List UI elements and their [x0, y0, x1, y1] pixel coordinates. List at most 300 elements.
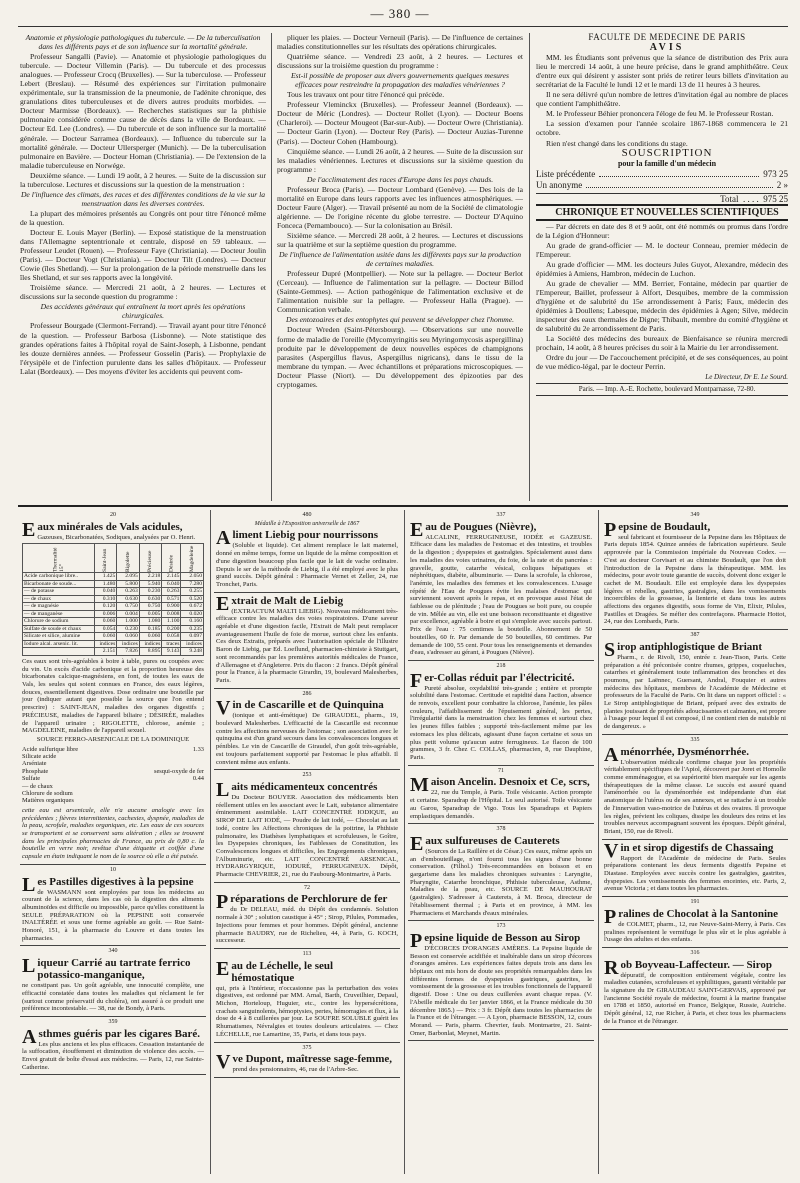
table-row — [23, 573, 204, 581]
director-signature: Le Directeur, Dr E. Le Sourd. — [705, 372, 788, 381]
table-header: Précieuse — [139, 544, 162, 573]
advertisement-rule — [18, 505, 788, 507]
ad-body: ne constipant pas. Un goût agréable, une innocuité complète, une efficacité constatée dans toutes les maladies qui réclament le fer (surtout comme préservatif du choléra), ont assuré à ce produit une préférence incontestable. — 38, rue de Bondy, à Paris. — [22, 982, 204, 1013]
ad-title-text: sthmes guéris par les cigares Baré. — [38, 1027, 200, 1040]
table-row — [23, 618, 204, 626]
table-cell: 0.750 — [139, 603, 162, 611]
table-cell: 0.230 — [139, 588, 162, 596]
ad-title-initial: L — [22, 955, 36, 978]
ad-number: 359 — [108, 1018, 118, 1025]
table-cell: 0.185 — [139, 625, 162, 633]
table-cell: — de chaux — [23, 595, 95, 603]
paragraph: Professeur Broca (Paris). — Docteur Lombard (Genève). — Des lois de la mortalité en Europe dans leurs rapports avec les influences atmosphériques. — Docteur Faure (Alger). — Travail présenté au nom de la Société de climatologie algérienne. — De l'origine récente du globe terrestre. — Docteur D'Aquino Fonceca (Pernambouco). — Sur la colonisation au Brésil. — [277, 184, 523, 230]
souscription-row — [536, 169, 788, 180]
paragraph: Sixième séance. — Mercredi 28 août, à 2 heures. — Lectures et discussions sur la quatrième et sur la septième question du programme. — [277, 230, 523, 250]
advertisement — [20, 946, 206, 1017]
table-cell: Acide carbonique libre.. — [23, 573, 95, 581]
chronique-body — [536, 222, 788, 372]
ad-number: 340 — [108, 948, 118, 955]
ad-title-initial: S — [604, 638, 616, 661]
table-cell: 0.060 — [117, 633, 140, 641]
ad-title-initial: A — [22, 1025, 37, 1048]
ad-number: 335 — [690, 736, 700, 743]
table-cell: 1.100 — [162, 618, 181, 626]
table-cell: indices — [94, 640, 117, 648]
ad-number: 349 — [690, 512, 700, 518]
ad-subheading: SOURCE FERRO-ARSENICALE DE LA DOMINIQUE — [36, 735, 190, 743]
avis-body — [536, 53, 788, 147]
table-cell: Bicarbonate de soude... — [23, 580, 95, 588]
section-question: De l'influence des climats, des races et des différentes conditions de la vie sur la menstruation dans les diverses contrées. — [20, 189, 266, 208]
ad-title — [410, 518, 592, 541]
ad-body: D'ÉCORCES D'ORANGES AMÈRES. La Pepsine liquide de Besson est conservée acidifiée et inaltérable dans un sirop d'écorces d'oranges amères. Les expériences faites depuis trois ans dans les hôpitaux ont mis hors de doute ses propriétés remarquables dans les différentes formes de dyspepsies gastriques, gastrites, le vomissement de la grossesse et les troubles fonctionnels de l'appareil digestif. Dose : Une ou deux cuillerées avant chaque repas. (V. l'Abeille médicale du 1er janvier 1866, et la France médicale du 30 décembre 1865.) — Prix : 3 fr. Dépôt dans toutes les pharmacies de la France et de l'étranger. — A Lyon, pharmacie BESSON, 12, cours Morand. — Paris, pharm. Chevrier, faub. Montmartre, 21. Saint-Omer, Barbonlat, Meynet, Martin. — [410, 944, 592, 1037]
composition-name: Arséniate — [22, 760, 47, 768]
ad-number: 316 — [690, 949, 700, 956]
section-question: Des entozoaires et des entophytes qui peuvent se développer chez l'homme. — [285, 315, 515, 325]
water-analysis-table — [22, 543, 204, 656]
ad-title-initial: R — [604, 956, 619, 979]
table-cell: 0.020 — [181, 610, 204, 618]
table-row — [23, 610, 204, 618]
composition-row — [22, 797, 204, 804]
table-cell: 0.006 — [94, 610, 117, 618]
composition-row — [22, 790, 204, 797]
avis-paragraph: La session d'examen pour l'année scolaire 1867-1868 commencera le 21 octobre. — [536, 119, 788, 138]
ad-body: dépuratif, de composition entièrement végétale, contre les maladies cutanées, scrofuleuses et syphilitiques, garanti véritable par la signature du Dr GIRAUDEAU SAINT-GERVAIS, approuvé par l'ancienne Société royale de médecine, fourni à la marine française en 1788 et 1850, autorisé en France, Belgique, Russie, Autriche. Dépôt général, 12, rue Richer, à Paris, et chez tous les pharmaciens de la France et de l'étranger. — [604, 971, 786, 1025]
table-row — [23, 625, 204, 633]
ads-divider — [210, 510, 211, 1174]
table-cell: 1.425 — [94, 573, 117, 581]
souscription-value: 2 » — [776, 179, 788, 190]
table-cell: 0.630 — [117, 595, 140, 603]
ad-title-text: liment Liebig pour nourrissons — [232, 529, 379, 542]
table-cell: 1.480 — [94, 580, 117, 588]
table-cell: Chlorure de sodium — [23, 618, 95, 626]
table-cell: 0.520 — [181, 595, 204, 603]
table-cell: 9.143 — [162, 648, 181, 656]
ad-body: de COLMET, pharm., 12, rue Neuve-Saint-Merry, à Paris. Ces pralines représentent le vermifuge le plus sûr et le plus agréable à l'usage des adultes et des enfants. — [604, 920, 786, 944]
ad-title — [22, 957, 204, 981]
ad-title-text: xtrait de Malt de Liebig — [231, 594, 344, 607]
ad-title-text: epsine de Boudault, — [618, 520, 711, 533]
table-cell: indices — [181, 640, 204, 648]
paragraph: Quatrième séance. — Vendredi 23 août, à 2 heures. — Lectures et discussions sur la troisième question du programme : — [277, 52, 523, 71]
ad-number: 253 — [302, 772, 312, 779]
chronique-title: CHRONIQUE ET NOUVELLES SCIENTIFIQUES — [536, 204, 788, 221]
section-question: Anatomie et physiologie pathologiques du tubercule. — De la tuberculisation dans les différents pays et de son influence sur la mortalité générale. — [25, 33, 261, 52]
advertisement — [602, 840, 788, 898]
chronique-paragraph: La Société des médecins des bureaux de Bienfaisance se réunira mercredi prochain, 14 août, à 8 heures précises du soir à la Mairie du 1er arrondissement. — [536, 334, 788, 353]
ad-title-initial: V — [604, 839, 619, 862]
table-row — [23, 580, 204, 588]
ad-body: 22, rue du Temple, à Paris. Toile vésicante. Action prompte et certaine. Sparadrap de l'Hôpital. Le seul autorisé. Toile vésicante au Garou, Sparadrap de Vigo. Tous les Sparadraps et Papiers emplastiques demandés. — [410, 789, 592, 820]
paragraph: Tous les travaux ont pour titre l'énoncé qui précède. — [287, 90, 445, 100]
table-cell: Iodure alcal. arsenic. lit. — [23, 640, 95, 648]
table-cell — [23, 648, 95, 656]
table-header: Rigolette — [117, 544, 140, 573]
table-cell: 0.750 — [117, 603, 140, 611]
ad-title-initial: E — [216, 957, 230, 980]
ad-body: (tonique et anti-émétique) De GIRAUDEL, pharm., 19, boulevard Malesherbes. L'efficacité de la Cascarille est reconnue contre les affections nerveuses de l'estomac ; son association avec le quinquina est d'un grand secours dans les convalescences longues et pénibles. Le vin de Cascarille de Giraudel, d'un goût très-agréable, est toujours parfaitement supporté par l'estomac le plus affaibli. Il convient même aux enfants. — [216, 712, 398, 766]
ad-title-text: es Pastilles digestives à la pepsine — [37, 875, 194, 888]
advertisement — [20, 1017, 206, 1076]
faculty-title: FACULTÉ DE MÉDECINE DE PARIS — [588, 33, 746, 42]
composition-row — [22, 746, 204, 753]
table-cell: 0.097 — [181, 633, 204, 641]
ad-body: du Dr DELEAU, méd. du Dépôt des condamnés. Solution normale à 30° ; solution caustique à 45° ; Sirop, Pilules, Pommades, Injections pour femmes et pour hommes. Dépôt général, ancienne pharmacie BAUDRY, rue de Richelieu, 44, à Paris, G. KOCH, successeur. — [216, 906, 398, 945]
avis-paragraph: Rien n'est changé dans les conditions du stage. — [546, 138, 688, 148]
ad-title-initial: V — [216, 1051, 231, 1074]
table-cell: indices — [139, 640, 162, 648]
souscription-row — [536, 180, 788, 191]
table-header: Thermalité 15° — [23, 544, 95, 573]
ad-title-initial: E — [410, 832, 424, 855]
ad-body: seul fabricant et fournisseur de la Pepsine dans les Hôpitaux de Paris depuis 1854. Quinze années de fabrication supérieure. Seule approuvée par la Commission impériale du Nouveau Codex. — C'est au docteur Corvisart et au chimiste Boudault, que l'on doit l'introduction de la Pepsine dans la thérapeutique. MM. les médecins, pour avoir toute garantie de succès, doivent donc exiger le cachet de M. Boudault. Elle est employée dans les dyspepsies légères et rebelles, gastrites, gastralgies, dans les vomissements incoercibles de la grossesse, la lienterie et dans tous les autres affections des organes digestifs, sous forme de Vin, Elixir, Pilules, Pastilles et Dragées. Se méfier des contrefaçons. Pharmacie Hottot, 24, rue des Lombards, Paris. — [604, 533, 786, 626]
ad-title — [216, 957, 398, 984]
ad-number: 72 — [304, 884, 310, 891]
ad-body: Rapport de l'Académie de médecine de Paris. Seules préparations contenant les deux ferments digestifs Pepsine et Diastase. Employées avec succès contre les gastralgies, gastrites, dyspepsies. Les vomissements des femmes enceintes, etc. Paris, 2, avenue Victoria ; et dans toutes les pharmacies. — [604, 854, 786, 893]
ad-title — [410, 929, 592, 952]
ad-title-text: in et sirop digestifs de Chassaing — [620, 841, 774, 854]
ad-title-text: aits médicamenteux concentrés — [231, 780, 378, 793]
chronique-paragraph: Au grade d'officier — MM. les docteurs Jules Guyot, Alexandre, médecin des épidémies à Amiens, Hambron, médecin de Luchon. — [536, 259, 788, 278]
table-cell: 0.900 — [162, 603, 181, 611]
composition-name: — de chaux — [22, 782, 53, 790]
article-column-right — [536, 33, 788, 501]
ad-title-initial: A — [604, 743, 619, 766]
ad-title-initial: M — [410, 774, 429, 797]
ad-body: Ces eaux sont très-agréables à boire à table, pures ou coupées avec du vin. Un excès d'acide carbonique et la proportion heureuse des bicarbonates calcique-magnésiens, en font, de toutes les eaux de Vals, les seules qui soient connues en France, des eaux légères, douces, essentiellement digestives. Dose ordinaire une bouteille par jour (indiquer autant que possible la source que l'on entend prescrire) : SAINT-JEAN, maladies des organes digestifs ; PRÉCIEUSE, maladies de l'appareil biliaire ; DÉSIRÉE, maladies de l'appareil urinaire ; RIGOLETTE, chlorose, anémie ; MAGDELEINE, maladies de l'appareil sexuel. — [22, 657, 204, 735]
table-cell: 9.248 — [181, 648, 204, 656]
ad-title — [22, 873, 204, 896]
advertisement — [408, 510, 594, 661]
table-cell: 8.895 — [139, 648, 162, 656]
table-cell: 0.040 — [94, 588, 117, 596]
composition-name: Silicate acide — [22, 753, 57, 761]
advertisement — [20, 510, 206, 865]
composition-value: 1.33 — [192, 745, 204, 753]
ad-title-initial: E — [410, 518, 424, 541]
ad-number: 10 — [110, 866, 116, 873]
souscription-list — [536, 169, 788, 191]
paragraph: Docteur E. Louis Mayer (Berlin). — Exposé statistique de la menstruation dans l'Allemagne septentrionale et centrale, disposé en 59 tableaux. — Professeur Leudet (Rouen). — Professeur Faye (Christiania). — Docteur Joulin (Paris). — Docteur Vogt (Christiania). — Docteur Tilt (Londres). — Docteur Cowie (îles Shetland). — Sur la prolongation de la période menstruelle dans les îles Shetland, et sur ses rapports avec la longévité. — [20, 227, 266, 283]
ad-body: L'observation médicale confirme chaque jour les propriétés véritablement spécifiques de l'Apiol, découvert par Joret et Homolle comme emménagogue, et sa supériorité bien marquée sur les agents thérapeutiques de la même classe. Le succès est assuré quand l'aménorrhée ou la dysménorrhée est indépendante d'un état anatomique de l'utérus ou de ses annexes, et se rattache à un trouble de l'innervation vaso-motrice de l'utérus et des ovaires. Il provoque les règles, prévient les coliques, dissipe les douleurs des reins et les troubles nerveux accompagnant souvent les époques. Dépôt général, Briant, 150, rue de Rivoli. — [604, 758, 786, 835]
table-cell: 0.263 — [162, 588, 181, 596]
paragraph: Professeur Sangalli (Pavie). — Anatomie et physiologie pathologiques du tubercule. — Docteur Villemin (Paris). — Du tubercule et des processus analogues. — Professeur Crocq (Bruxelles). — Sur la tuberculose. — Professeur Lebert (Breslau). — Résumé des expériences sur l'irritation pulmonaire expérimentale, sur la transmission de la pneumonie, de l'adénite chronique, des granulations dites tuberculeuses et de divers autres produits morbides. — Docteur Marmisse (Bordeaux). — Recherches statistiques sur la phthisie pulmonaire considérée comme cause de décès dans la ville de Bordeaux. — Docteur Ed. Lee (Londres). — Du tubercule et de son influence sur la mortalité générale. — Docteur Sarramea (Bordeaux). — Influence du tubercule sur la mortalité générale. — Docteur Ullersperger (Munich). — De la tuberculisation pulmonaire en Bavière. — Docteur Homan (Christiania). — De l'extension de la maladie tuberculeuse en Norwége. — [20, 52, 266, 170]
composition-row — [22, 768, 204, 775]
ad-title — [604, 956, 786, 979]
table-cell: 0.255 — [181, 588, 204, 596]
composition-name: Acide sulfurique libre — [22, 745, 79, 753]
table-cell: 1.000 — [117, 618, 140, 626]
ad-title — [410, 832, 592, 855]
ad-kicker: Médaille à l'Exposition universelle de 1867 — [254, 520, 360, 527]
avis-heading: AVIS — [649, 42, 685, 54]
souscription-label: Un anonyme — [536, 179, 583, 190]
table-cell: indices — [117, 640, 140, 648]
section-question: Est-il possible de proposer aux divers gouvernements quelques mesures efficaces pour restreindre la propagation des maladies vénériennes ? — [291, 71, 509, 90]
ad-title-initial: P — [604, 905, 617, 928]
table-row — [23, 595, 204, 603]
souscription-value: 973 25 — [763, 168, 788, 179]
advertisement — [20, 865, 206, 947]
paragraph: Cinquième séance. — Lundi 26 août, à 2 heures. — Suite de la discussion sur les maladies vénériennes. Lectures et discussions sur la sixième question du programme : — [277, 146, 523, 174]
ad-title — [410, 669, 592, 692]
paragraph: Professeur Dupré (Montpellier). — Note sur la pellagre. — Docteur Berlot (Cerceau). — Influence de l'alimentation sur la pellagre. — Docteur Billod (Sainte-Gemmes). — Action pathogénique de l'alimentation exclusive et de l'alimentation nuisible sur la pellagre. — Professeur Halla (Prague). — Communication verbale. — [277, 269, 523, 315]
ad-body: prend des pensionnaires, 46, rue de l'Arbre-Sec. — [232, 1066, 359, 1074]
table-cell: 0.054 — [94, 625, 117, 633]
paragraph: Troisième séance. — Mercredi 21 août, à 2 heures. — Lectures et discussions sur la seconde question du programme : — [20, 283, 266, 302]
composition-name: Sulfate — [22, 775, 41, 783]
ad-number: 71 — [498, 767, 504, 774]
section-question: De l'acclimatement des races d'Europe dans les pays chauds. — [306, 174, 494, 184]
ad-body: Les plus anciens et les plus efficaces. Cessation instantanée de la suffocation, étouffement et diminution de violence des accès. — Envoi gratuit de boîte d'essai aux médecins. — Paris, 12, rue Sainte-Catherine. — [22, 1040, 204, 1071]
table-cell: 2.095 — [117, 573, 140, 581]
table-cell: 0.160 — [181, 618, 204, 626]
table-cell: 6.040 — [162, 580, 181, 588]
paragraph: Docteur Wreden (Saint-Pétersbourg). — Observations sur une nouvelle forme de maladie de l'oreille (Mycomyringitis seu Myringomycosis aspergillina) produite par le développement de deux nouvelles espèces de champignons parasites (Aspergillus flavus, Aspergillus nigricans), dans le tissu de la membrane du tympan. — Avec échantillons et préparations microscopiques. — Docteur Plasse (Niort). — Du développement des épizooties par des cryptogames. — [277, 325, 523, 389]
chronique-paragraph: — Par décrets en date des 8 et 9 août, ont été nommés ou promus dans l'ordre de la Légion d'Honneur: — [536, 221, 788, 240]
ad-number: 387 — [690, 632, 700, 639]
table-cell: 5.940 — [139, 580, 162, 588]
avis-paragraph: MM. les Étudiants sont prévenus que la séance de distribution des Prix aura lieu le mercredi 14 août, à une heure précise, dans le grand amphithéâtre. Ceux d'entre eux qui désirent y assister sont priés de retirer leurs billets d'invitation au secrétariat de la Faculté le lundi 12 et le mardi 13 de 11 heures à 3 heures. — [536, 53, 788, 90]
ad-subtitle: Gazeuses, Bicarbonatées, Sodiques, analysées par O. Henri. — [37, 533, 196, 541]
advertisement — [602, 630, 788, 735]
table-cell: Sulfate de soude et chaux — [23, 625, 95, 633]
dot-leader — [599, 169, 759, 177]
composition-name: Matières organiques — [22, 797, 74, 805]
total-value: 975 25 — [763, 193, 788, 204]
ad-body: (Sources de La Raillère et de César.) Ces eaux, même après un an d'embouteillage, n'ont fourni tous les signes d'une bonne conservation. (Filhol.) Très-recommandées en boisson et en gargarisme dans les maladies chroniques suivantes : Laryngite, Pharyngite, Catarrhe bronchique, Phthisie tuberculeuse, Asthme, Maladies de la peau, etc. SOURCE DE MAUHOURAT (gastralgies). S'adresser à Cauterets, à M. Broca, directeur de l'établissement thermal ; à Paris et en province, à MM. les Pharmaciens et Marchands d'eaux minérales. — [410, 847, 592, 917]
table-cell: — de potasse — [23, 588, 95, 596]
table-cell: 0.058 — [162, 633, 181, 641]
table-cell: 0.230 — [117, 625, 140, 633]
ad-number: 20 — [110, 512, 116, 518]
chronique-paragraph: Au grade de chevalier — MM. Berrier, Fontaine, médecin par quartier de l'Empereur, Baillet, professeur à Alfort, Desquibes, membre de la commission d'hygiène et de salubrité du 15e arrondissement à Paris; Faux, médecin des épidémies à Doullens; Labesque, médecin des épidémies à Agen; Silve, médecin inspecteur des eaux thermales de Digne; Thibault, membre du comité d'hygiène et de salubrité du 2e arrondissement de Paris. — [536, 279, 788, 334]
table-row — [23, 633, 204, 641]
ad-body: Pureté absolue, oxydabilité très-grande ; entière et prompte solubilité dans l'estomac. Certitude et rapidité dans l'action, absence de renvois, excellent pour combattre la chlorose, l'anémie, les pâles couleurs, l'affaiblissement de l'épuisement général, les pertes, l'irrégularité dans la menstruation chez les femmes et surtout chez les jeunes filles faibles ; supporté très-facilement même par les estomacs les plus délicats, agissant d'une façon certaine et sous un plus petit volume qu'aucun autre ferrugineux. Le flacon de 100 grammes, 3 fr. Chez C. COLLAS, pharmacien, 8, rue Dauphine, Paris. — [410, 684, 592, 761]
composition-row — [22, 760, 204, 767]
table-row — [23, 640, 204, 648]
page-number: — 380 — — [370, 6, 430, 21]
ad-number: 375 — [302, 1044, 312, 1051]
paragraph: Professeur Bourgade (Clermont-Ferrand). — Travail ayant pour titre l'énoncé de la question. — Professeur Barbosa (Lisbonne). — Note statistique des grandes opérations faites à l'hôpital royal de Saint-Joseph, à Lisbonne, pendant les douze dernières années. — Professeur Gosselin (Paris). — Prophylaxie de l'érysipèle et de l'infection purulente dans les salles d'hôpitaux. — Professeur Lalat (Bordeaux). — Des moyens d'éviter les accidents qui peuvent com- — [20, 321, 266, 376]
advertisement — [214, 593, 400, 689]
chronique-paragraph: Ordre du jour — De l'accouchement précipité, et de ses conséquences, au point de vue médico-légal, par le docteur Perrin. — [536, 353, 788, 372]
article-column-middle — [277, 33, 523, 501]
paragraph: Professeur Vleminckx (Bruxelles). — Professeur Jeannel (Bordeaux). — Docteur de Méric (Londres). — Docteur Rollet (Lyon). — Docteur Boens (Charleroi). — Docteur Mougeot (Bar-sur-Aub). — Docteur Owre (Christiania). — Docteur Garin (Lyon). — Docteur Rey (Paris). — Docteur Auzias-Turenne (Paris). — Docteur Cohen (Hambourg). — [277, 100, 523, 146]
ad-title-initial: A — [216, 527, 231, 550]
ad-title — [604, 518, 786, 541]
table-cell: 7.280 — [181, 580, 204, 588]
chronique-paragraph: Au grade de grand-officier — M. le docteur Conneau, premier médecin de l'Empereur. — [536, 240, 788, 259]
table-cell: 0.060 — [94, 633, 117, 641]
composition-row — [22, 783, 204, 790]
paragraph: La plupart des mémoires présentés au Congrès ont pour titre l'énoncé même de la question. — [20, 208, 266, 227]
ad-title-initial: L — [22, 873, 36, 896]
column-divider — [271, 33, 272, 501]
table-cell: traces — [162, 640, 181, 648]
table-row — [23, 648, 204, 656]
ad-body: Pharm., r. de Rivoli, 150, entrée r. Jean-Tison, Paris. Cette préparation a été préconisée contre rhumes, grippes, coqueluches, catarrhes et généralement toute inflammation des bronches et des poumons, par Laënnec, Guersant, Andral, Fouquier et autres médecins des hôpitaux, membres de l'Académie de Médecine et professeurs de la Faculté de Paris. On lit dans un rapport officiel : « Le Sirop antiphlogistique de Briant, préparé avec des extraits de plantes jouissant de propriétés adoucissantes et calmantes, est propre à l'usage pour lequel il est composé, il ne contient rien de nuisible ni de dangereux. » — [604, 653, 786, 731]
table-cell: 0.120 — [94, 603, 117, 611]
ad-title-initial: P — [216, 891, 229, 914]
ad-title — [604, 638, 786, 661]
table-cell: 7.826 — [117, 648, 140, 656]
ad-body: (Soluble et liquide). Cet aliment remplace le lait maternel, donné en même temps, forme un liquide de la même composition et d'une digestion beaucoup plus facile que le lait de vache ordinaire. Depuis le ser de la méthode de Liebig, il a été employé avec le plus grand succès. Dépôt général : Pharmacie Vernet et Zeller, 24, rue Tronchet, Paris. — [216, 542, 398, 588]
ad-title — [604, 839, 786, 862]
ad-title — [604, 743, 786, 766]
paragraph: pliquer les plaies. — Docteur Verneuil (Paris). — De l'influence de certaines maladies constitutionnelles sur les résultats des opérations chirurgicales. — [277, 33, 523, 52]
ad-title — [216, 697, 398, 720]
ad-title-text: ob Boyveau-Laffecteur. — Sirop — [620, 958, 773, 971]
ad-title-text: ve Dupont, maîtresse sage-femme, — [232, 1053, 393, 1066]
composition-list — [22, 746, 204, 805]
composition-name: Chlorure de sodium — [22, 790, 73, 798]
table-header: Désirée — [162, 544, 181, 573]
table-cell: 0.672 — [181, 603, 204, 611]
table-cell: Silicate et silice, alumine — [23, 633, 95, 641]
header-rule — [18, 26, 788, 27]
table-header-row — [23, 544, 204, 573]
ad-title-initial: P — [604, 518, 617, 541]
ad-number: 337 — [496, 512, 506, 518]
ads-column-2 — [214, 510, 400, 1174]
ad-title-text: er-Collas réduit par l'électricité. — [424, 671, 575, 684]
table-cell: 0.200 — [162, 625, 181, 633]
table-cell: 0.060 — [94, 618, 117, 626]
souscription-total: Total . . . . 975 25 — [536, 193, 788, 204]
table-cell: 2.151 — [94, 648, 117, 656]
ad-title-text: iqueur Carrié au tartrate ferrico potassico-manganique, — [37, 957, 191, 982]
ad-number: 113 — [302, 950, 312, 957]
ads-column-4 — [602, 510, 788, 1174]
ad-title-initial: P — [410, 929, 423, 952]
ad-title — [216, 778, 398, 801]
composition-value: 0.44 — [192, 775, 204, 783]
advertisement — [602, 948, 788, 1030]
table-row — [23, 603, 204, 611]
ad-title-text: aux minérales de Vals acidules, — [37, 520, 183, 533]
advertisement — [214, 1043, 400, 1078]
ad-body: ALCALINE, FERRUGINEUSE, IODÉE et GAZEUSE. Efficace dans les maladies de l'estomac et des intestins, et troubles de la digestion ; dyspepsies et gastralgies. Spécialement aussi dans les maladies des voies urinaires, du foie, de la rate et du pancréas : gravelle, goutte, catarrhe vésical, coliques hépatiques et néphrétiques, diabète, albuminurie. — Dans la scrofule, la chlorose, l'anémie, les maladies des femmes et les convalescences. L'usage répété de l'Eau de Pougues évite les malaises d'estomac qui surviennent souvent après le repas, et en provoque aussi l'état de faiblesse ou de plénitude ; l'eau de Pougues se boit pure, ou coupée de vin. Mêlée au vin, elle est une boisson reconstituante et digestive par excellence, agréable à boire et qui s'emploie avec succès partout. Prix de l'eau : 75 centimes la bouteille. Abonnement de 50 bouteilles, 60 fr. Par demande de 50 bouteilles, 60 centimes. Par demande de 100, 55 cent. Pour tous les renseignements et demandes d'eau, s'adresser au gérant, à Pougues (Nièvre). — [410, 533, 592, 657]
ad-body: (EXTRACTUM MALTI LIEBIG). Nouveau médicament très-efficace contre les maladies des voies respiratoires. D'une saveur agréable et d'une digestion facile, l'Extrait de Malt peut remplacer avantageusement l'huile de foie de morue, surtout chez les enfants. Ces deux Extraits, préparés avec l'autorisation spéciale de l'illustre Baron de Liebig, par Ed. Loeflund, pharmacien-chimiste à Stuttgart, sont recommandés par les premières autorités médicales de France, d'Allemagne et d'Angleterre. Prix du flacon : 2 francs. Dépôt général pour la France, à la pharmacie Girardin, 19, boulevard Malesherbes, Paris. — [216, 607, 398, 684]
ad-title-text: irop antiphlogistique de Briant — [617, 640, 763, 653]
composition-row — [22, 753, 204, 760]
advertisement — [214, 949, 400, 1043]
ad-title-initial: E — [22, 518, 36, 541]
composition-value: sesqui-oxyde de fer — [153, 767, 204, 775]
ad-number: 218 — [496, 662, 506, 669]
ad-title — [22, 1025, 204, 1048]
paragraph: Deuxième séance. — Lundi 19 août, à 2 heures. — Suite de la discussion sur la tuberculose. Lectures et discussions sur la question de la menstruation : — [20, 170, 266, 189]
ads-divider — [404, 510, 405, 1174]
table-cell: 0.060 — [139, 633, 162, 641]
printer-line: Paris. — Imp. A.-E. Rochette, boulevard Montparnasse, 72-80. — [536, 383, 788, 396]
ad-title-text: in de Cascarille et de Quinquina — [232, 699, 384, 712]
table-cell: 1.080 — [139, 618, 162, 626]
ad-title-initial: V — [216, 697, 231, 720]
table-cell: 0.235 — [181, 625, 204, 633]
advertisement — [408, 921, 594, 1041]
ad-title-text: réparations de Perchlorure de fer — [230, 893, 388, 906]
table-cell: 0.263 — [117, 588, 140, 596]
avis-paragraph: M. le Professeur Béhier prononcera l'éloge de feu M. le Professeur Rostan. — [546, 109, 774, 119]
advertisement — [214, 770, 400, 882]
ad-title-text: aison Ancelin. Desnoix et Ce, scrs, — [430, 776, 590, 789]
ad-title-text: ménorrhée, Dysménorrhée. — [620, 745, 750, 758]
column-divider — [529, 33, 530, 501]
table-cell: 5.800 — [117, 580, 140, 588]
total-label: Total — [720, 193, 739, 204]
ads-column-1 — [20, 510, 206, 1174]
composition-name: Phosphate — [22, 767, 49, 775]
ads-divider — [598, 510, 599, 1174]
ad-number: 191 — [690, 899, 700, 906]
section-question: De l'influence de l'alimentation usitée dans les différents pays sur la production de certaines maladies. — [278, 250, 522, 269]
ad-number: 173 — [496, 923, 506, 930]
souscription-label: Liste précédente — [536, 168, 596, 179]
advertisement — [408, 661, 594, 766]
ad-number: 378 — [496, 826, 506, 833]
table-cell: 0.008 — [162, 610, 181, 618]
table-cell: — de magnésie — [23, 603, 95, 611]
ad-body: de WASMANN sont employées par tous les médecins au courant de la science, dans les cas où la digestion des aliments albuminoïdes est difficile ou impossible, parce qu'elles constituent la SEULE PRÉPARATION où la PEPSINE soit conservée INALTÉRÉE et sous une forme agréable au goût. — Rue Saint-Honoré, 151, à la pharmacie du Louvre et dans toutes les pharmacies. — [22, 888, 204, 942]
table-cell: 0.310 — [94, 595, 117, 603]
ad-title-initial: L — [216, 778, 230, 801]
ad-title — [216, 891, 398, 914]
ad-title-text: aux sulfureuses de Cauterets — [425, 834, 560, 847]
table-cell: 0.630 — [139, 595, 162, 603]
advertisement — [602, 735, 788, 840]
ad-title-initial: E — [216, 592, 230, 615]
souscription-title: SOUSCRIPTION — [621, 146, 713, 159]
advertisement — [408, 824, 594, 921]
advertisement — [602, 897, 788, 948]
ad-title — [410, 774, 592, 797]
ad-title-text: au de Pougues (Nièvre), — [425, 520, 537, 533]
table-header: Magdeleine — [181, 544, 204, 573]
advertisement — [214, 510, 400, 593]
ad-body: Du Docteur BOUYER. Association des médicaments bien réellement utiles en les associant avec le Lait, substance alimentaire éminemment assimilable. LAIT CONCENTRÉ IODIQUE, au SIROP DE LAIT IODÉ, — Poudre de lait iodé, — Chocolat au lait iodé, contre les Affections chroniques de la poitrine, la Phthisie pulmonaire, les Diathèses lymphatiques et scrofuleuses, le Goître, les Dyspepsies chroniques, les Faiblesses de Constitution, les Convalescences longues et difficiles, les Engorgements chroniques, l'Albuminurie, etc. LAIT CONCENTRÉ ARSENICAL, HYDRARGYRIQUE, IODURÉ, FERRUGINEUX. Dépôt, Pharmacie CHEVRIER, 21, rue du Faubourg-Montmartre, à Paris. — [216, 793, 398, 879]
table-cell: 2.218 — [139, 573, 162, 581]
ad-title — [216, 592, 398, 615]
ad-body: qui, pris à l'intérieur, n'occasionne pas la perturbation des voies digestives, est ordonné par MM. Arnal, Barth, Cruveilhier, Depaul, Michon, Horteloup, Huguier, etc., contre les hypersécrétions, crachats sanguinolents, hémoptysies, pertes, hémorragies et flux, à la dose de 4 à 8 cuillerées par jour. Le SOUFRE SOLUBLE guérit les Rhumatismes, Névralgies et toutes douleurs articulaires. — Chez LÉCHELLE, rue Lamartine, 35, Paris, et dans tous pays. — [216, 984, 399, 1038]
advertisement — [408, 766, 594, 825]
souscription-subtitle: pour la famille d'un médecin — [617, 158, 717, 168]
table-cell: 2.145 — [162, 573, 181, 581]
article-column-left — [20, 33, 266, 501]
ad-title — [604, 905, 786, 928]
table-cell: 0.004 — [117, 610, 140, 618]
advertisement — [214, 883, 400, 949]
section-question: Des accidents généraux qui entraînent la mort après les opérations chirurgicales. — [40, 302, 246, 321]
advertisement — [602, 510, 788, 630]
table-row — [23, 588, 204, 596]
ad-title-initial: F — [410, 669, 423, 692]
table-cell: 0.005 — [139, 610, 162, 618]
table-cell: 0.571 — [162, 595, 181, 603]
ad-number: 286 — [302, 690, 312, 697]
ads-column-3 — [408, 510, 594, 1174]
ad-title-text: au de Léchelle, le seul hémostatique — [231, 959, 334, 984]
ad-title — [216, 527, 398, 550]
ad-title-text: epsine liquide de Besson au Sirop — [424, 931, 581, 944]
composition-row — [22, 775, 204, 782]
ad-body-continued: cette eau est arsenicale, elle n'a aucune analogie avec les précédentes ; fièvres intermittentes, cachexies, dyspnée, maladies de la peau, scrofule, maladies organiques, etc. Les eaux de ces sources se transportent et se conservent sans altération ; elles se trouvent dans les principales pharmacies de France, au prix de 0,80 c. la bouteille en verre noir, revêtue d'une étiquette et coiffée d'une capsule en étain indiquant le nom de la source où elle a été puisée. — [22, 806, 204, 861]
advertisement — [214, 689, 400, 771]
ad-title-text: ralines de Chocolat à la Santonine — [618, 907, 779, 920]
